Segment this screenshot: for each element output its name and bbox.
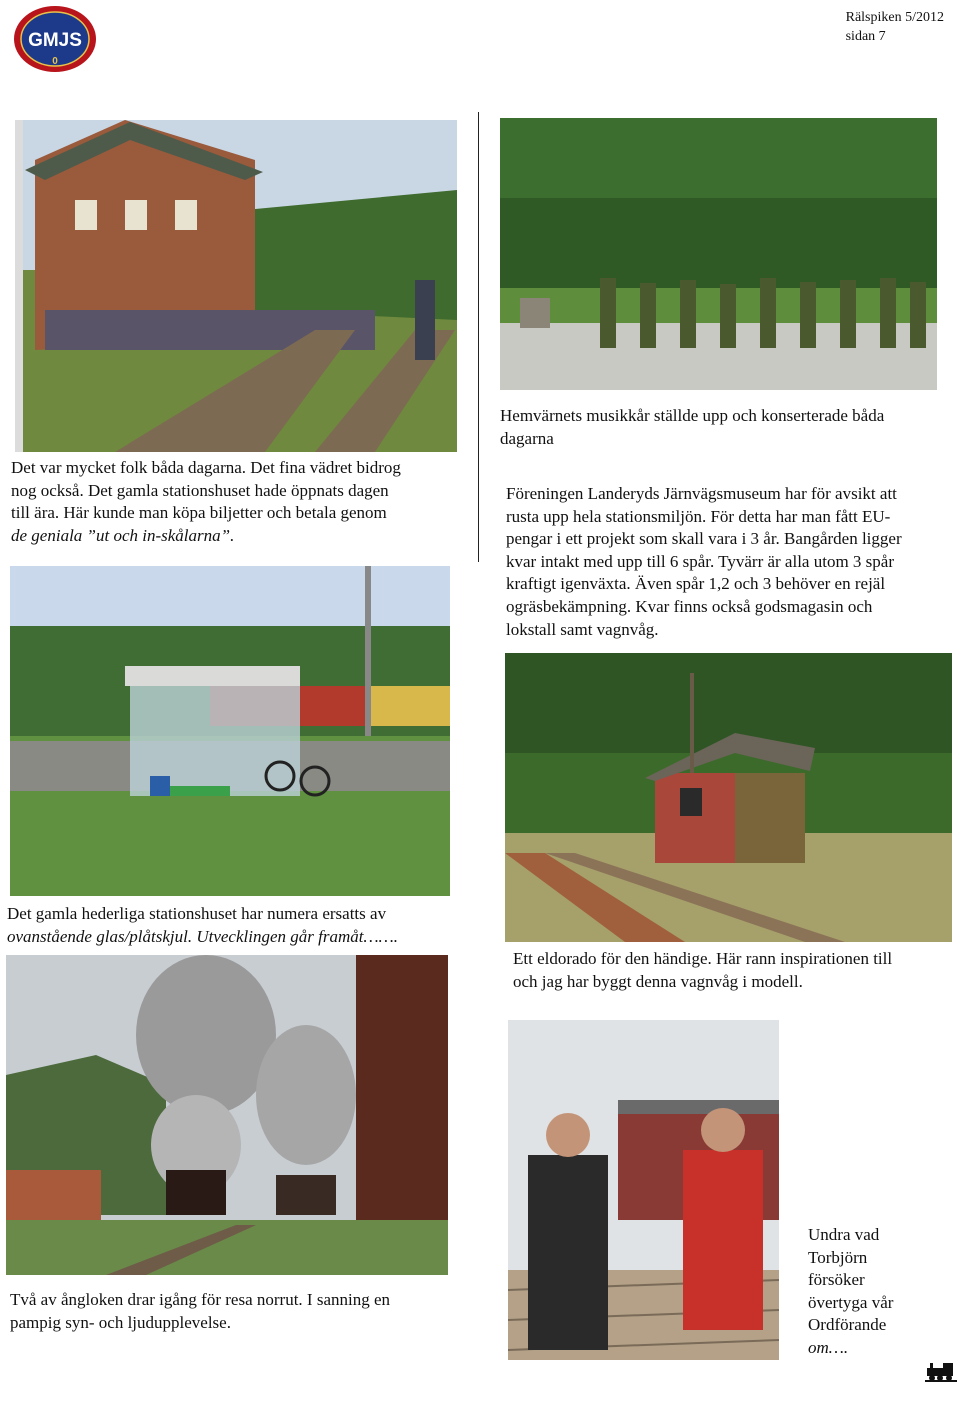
photo-steam-locomotives [6,955,448,1275]
photo-two-men-platform [508,1020,779,1360]
photo-glass-shelter [10,566,450,896]
caption-shelter: Det gamla hederliga stationshuset har numera ersatts av ovanstående glas/plåtskjul. Utvecklingen går framåt……. [7,904,398,946]
issue-label: Rälspiken 5/2012 [845,10,944,25]
photo-home-guard-band [500,118,937,390]
gmjs-logo [12,4,98,74]
caption-band: Hemvärnets musikkår ställde upp och konserterade båda dagarna [500,406,885,448]
steam-locomotive-icon [925,1360,957,1382]
museum-paragraph: Föreningen Landeryds Järnvägsmuseum har för avsikt att rusta upp hela stationsmiljön. För detta har man fått EU- pengar i ett projekt som skall vara i 3 år. Bangården ligger kvar intakt med upp till 6 spår. Tyvärr är alla utom 3 spår kraftigt igenväxta. Även spår 1,2 och 3 behöver en rejäl ogräsbekämpning. Kvar finns också godsmagasin och lokstall samt vagnvåg. [506,484,902,639]
caption-torbjorn: Undra vad Torbjörn försöker övertyga vår Ordförande om…. [808,1225,894,1357]
logo-sub: 0 [52,56,58,67]
caption-steam: Två av ångloken drar igång för resa norrut. I sanning en pampig syn- och ljudupplevelse. [10,1290,391,1332]
page-header [846,8,944,46]
page-number: sidan 7 [845,29,886,44]
photo-weighbridge-shed [505,653,952,942]
photo-station-crowd [15,120,457,452]
caption-station-crowd: Det var mycket folk båda dagarna. Det fina vädret bidrog nog också. Det gamla stationshuset hade öppnats dagen till ära. Här kunde man köpa biljetter och betala genom de geniala ”ut och in-skålarna”. [11,458,401,545]
column-divider [478,112,479,562]
logo-text: GMJS [28,30,82,51]
caption-eldorado: Ett eldorado för den händige. Här rann inspirationen till och jag har byggt denna vagnvåg i modell. [513,949,893,991]
